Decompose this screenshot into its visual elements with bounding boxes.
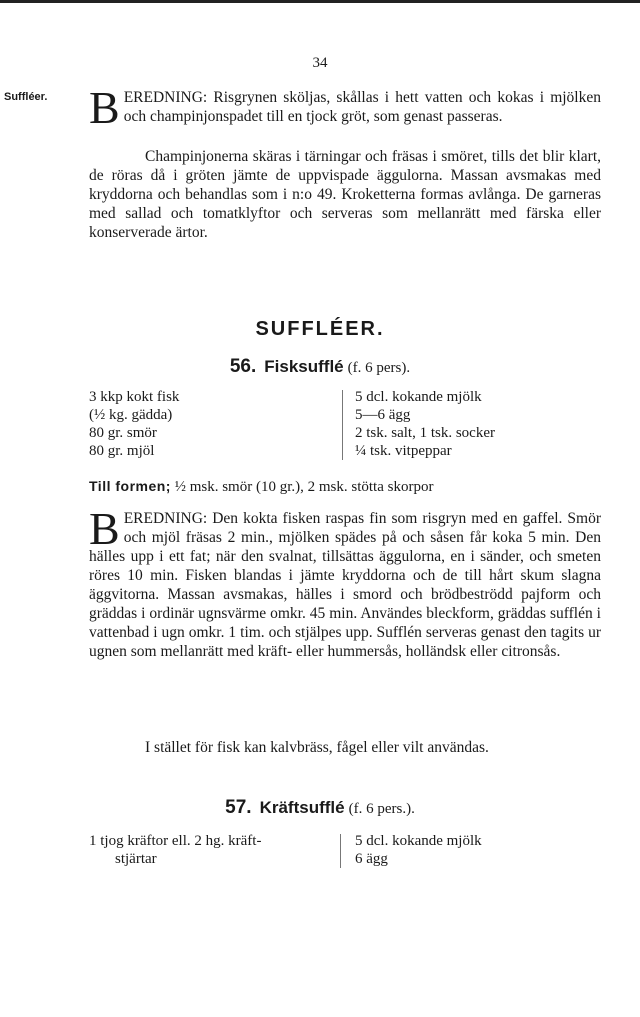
intro-paragraph-1 [89, 82, 601, 133]
ingredient: 80 gr. mjöl [89, 443, 155, 459]
ingredient: ¼ tsk. vitpeppar [355, 443, 452, 459]
recipe-56-title [0, 356, 640, 378]
recipe-56-ingredients-left [89, 388, 179, 460]
ingredient: 2 tsk. salt, 1 tsk. socker [355, 425, 495, 441]
recipe-57-number: 57. [225, 797, 252, 818]
drop-cap: B [89, 82, 120, 133]
ingredient: 5—6 ägg [355, 407, 411, 423]
ingredient: 5 dcl. kokande mjölk [355, 389, 482, 405]
section-heading: SUFFLÉER. [255, 318, 385, 340]
drop-cap: B [89, 503, 120, 554]
recipe-56-form-line [89, 478, 433, 496]
ingredient: 5 dcl. kokande mjölk [355, 833, 482, 849]
recipe-57-title [0, 797, 640, 819]
recipe-56-number: 56. [229, 356, 257, 377]
recipe-56-paragraph-1 [89, 503, 601, 661]
recipe-56-paragraph-1-text: EREDNING: Den kokta fisken raspas fin som risgryn med en gaffel. Smör och mjöl fräsas 2 min., mjölken spädes på och såsen får koka 5 min. Den hälles upp i ett fat; när den svalnat, tillsättas äggulorna, en i sänder, och smeten röres 10 min. Fisken blandas i jämte kryddorna och de till hårt skum slagna äggvitorna. Massan avsmakas, hälles i smord och brödbeströdd pajform och gräddas i ordinär ugnsvärme omkr. 45 min. Användes bleckform, gräddas sufflén i vattenbad i ugn omkr. 1 tim. och stjälpes upp. Sufflén serveras genast den tagits ur ugnen som mellanrätt med kräft- eller hummersås, holländsk eller citronsås. [89, 510, 601, 660]
recipe-56-paragraph-2: I stället för fisk kan kalvbräss, fågel eller vilt användas. [145, 739, 489, 756]
recipe-56-ingredients-right [355, 388, 495, 460]
ingredient: stjärtar [115, 851, 157, 867]
ingredient: 6 ägg [355, 851, 388, 867]
recipe-57-servings: (f. 6 pers.). [348, 801, 415, 817]
recipe-57-ingredients-left [89, 832, 261, 868]
column-divider [342, 390, 343, 460]
recipe-56-servings: (f. 6 pers). [347, 360, 411, 376]
ingredient: 80 gr. smör [89, 425, 157, 441]
form-label: Till formen; [89, 478, 171, 494]
ingredient: (½ kg. gädda) [89, 407, 173, 423]
ingredient: 3 kkp kokt fisk [89, 389, 180, 405]
page-number: 34 [312, 55, 328, 71]
form-text: ½ msk. smör (10 gr.), 2 msk. stötta skorpor [174, 479, 434, 495]
intro-paragraph-2: Champinjonerna skäras i tärningar och fräsas i smöret, tills det blir klart, de röras då i gröten jämte de uppvispade äggulorna. Massan avsmakas med kryddorna och behandlas som i n:o 49. Kroketterna formas avlånga. De garneras med sallad och tomatklyftor och serveras som mellanrätt med färska eller konserverade ärtor. [89, 148, 601, 241]
recipe-57-ingredients-right [355, 832, 482, 868]
recipe-57-name: Kräftsufflé [259, 798, 345, 817]
intro-paragraph-1-text: EREDNING: Risgrynen sköljas, skållas i hett vatten och kokas i mjölken och champinjonspadet till en tjock gröt, som genast passeras. [123, 89, 601, 125]
top-rule [0, 0, 640, 3]
margin-note: Suffléer. [4, 91, 48, 103]
column-divider [340, 834, 341, 868]
ingredient: 1 tjog kräftor ell. 2 hg. kräft- [89, 833, 262, 849]
recipe-56-name: Fisksufflé [264, 357, 344, 376]
